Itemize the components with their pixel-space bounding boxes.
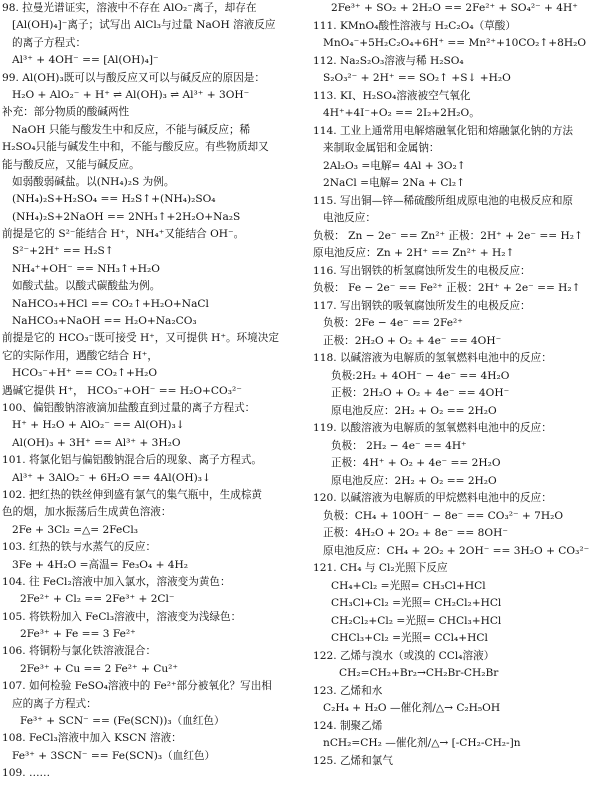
text-line: 111. KMnO₄酸性溶液与 H₂C₂O₄（草酸） (313, 19, 516, 32)
text-line: 2Fe³⁺ + Cu == 2 Fe²⁺ + Cu²⁺ (20, 662, 179, 675)
text-line: 4H⁺+4I⁻+O₂ == 2I₂+2H₂O。 (323, 107, 480, 119)
text-line: 负极： 2H₂ − 4e⁻ == 4H⁺ (331, 439, 467, 452)
text-line: 正极：4H₂O + 2O₂ + 8e⁻ == 8OH⁻ (323, 527, 508, 539)
text-line: 2Fe³⁺ + Fe == 3 Fe²⁺ (20, 628, 136, 641)
text-line: 125. 乙烯和氯气 (313, 754, 393, 767)
text-line: 118. 以碱溶液为电解质的氢氧燃料电池中的反应： (313, 352, 552, 364)
text-line: 105. 将铁粉加入 FeCl₃溶液中，溶液变为浅绿色： (2, 610, 242, 623)
text-line: 负极：2Fe − 4e⁻ == 2Fe²⁺ (323, 317, 463, 329)
text-line: 122. 乙烯与溴水（或溴的 CCl₄溶液） (313, 649, 495, 662)
text-line: H₂SO₄只能与碱发生中和，不能与酸反应。有些物质却又 (2, 141, 269, 154)
text-line: 正极：2H₂O + O₂ + 4e⁻ == 4OH⁻ (331, 387, 510, 399)
text-line: [Al(OH)₄]⁻离子；试写出 AlCl₃与过量 NaOH 溶液反应 (12, 19, 276, 32)
text-line: 98. 拉曼光谱证实，溶液中不存在 AlO₂⁻离子，却存在 (2, 2, 257, 14)
text-line: 能与酸反应，又能与碱反应。 (2, 158, 140, 171)
text-line: 正极：4H⁺ + O₂ + 4e⁻ == 2H₂O (331, 457, 501, 469)
text-line: 112. Na₂S₂O₃溶液与稀 H₂SO₄ (313, 54, 464, 67)
text-line: 123. 乙烯和水 (313, 684, 383, 697)
text-line: 如弱酸弱碱盐。以(NH₄)₂S 为例。 (12, 175, 175, 188)
text-line: 前提是它的 S²⁻能结合 H⁺，NH₄⁺又能结合 OH⁻。 (2, 228, 245, 241)
text-line: 120. 以碱溶液为电解质的甲烷燃料电池中的反应： (313, 492, 552, 504)
left-column (2, 0, 305, 783)
text-line: 99. Al(OH)₃既可以与酸反应又可以与碱反应的原因是： (2, 71, 265, 84)
text-line: NaHCO₃+NaOH == H₂O+Na₂CO₃ (12, 315, 197, 328)
text-line: 原电池反应：2H₂ + O₂ == 2H₂O (331, 404, 497, 417)
text-line: NaHCO₃+HCl == CO₂↑+H₂O+NaCl (12, 297, 209, 310)
text-line: Fe³⁺ + SCN⁻ == (Fe(SCN))₃（血红色） (20, 715, 225, 728)
text-line: 102. 把红热的铁丝伸到盛有氯气的集气瓶中，生成棕黄 (2, 488, 263, 501)
text-line: S²⁻+2H⁺ == H₂S↑ (12, 245, 114, 258)
text-line: (NH₄)₂S+2NaOH == 2NH₃↑+2H₂O+Na₂S (12, 210, 241, 223)
text-line: 应的离子方程式： (12, 697, 97, 710)
text-line: 103. 红热的铁与水蒸气的反应： (2, 541, 157, 554)
text-line: 原电池反应：CH₄ + 2O₂ + 2OH⁻ == 3H₂O + CO₃²⁻ (323, 544, 590, 557)
text-line: CHCl₃+Cl₂ =光照= CCl₄+HCl (331, 632, 488, 644)
text-line: 正极：2H₂O + O₂ + 4e⁻ == 4OH⁻ (323, 334, 502, 347)
text-line: 它的实际作用，遇酸它结合 H⁺， (2, 349, 158, 362)
text-line: Fe³⁺ + 3SCN⁻ == Fe(SCN)₃（血红色） (12, 749, 216, 762)
text-line: S₂O₃²⁻ + 2H⁺ == SO₂↑ +S↓ +H₂O (323, 72, 511, 84)
right-column (313, 0, 608, 770)
text-line: 如酸式盐。以酸式碳酸盐为例。 (12, 280, 161, 293)
text-line: 原电池反应：Zn + 2H⁺ == Zn²⁺ + H₂↑ (313, 247, 515, 259)
text-line: CH₃Cl+Cl₂ =光照= CH₂Cl₂+HCl (331, 597, 502, 609)
text-line: 电池反应： (323, 212, 376, 224)
text-line: 116. 写出钢铁的析氢腐蚀所发生的电极反应： (313, 264, 531, 277)
text-line: 109. …… (2, 767, 51, 780)
text-line: CH₄+Cl₂ =光照= CH₃Cl+HCl (331, 579, 486, 592)
text-line: C₂H₄ + H₂O —催化剂/△→ C₂H₅OH (323, 702, 501, 714)
text-line: 119. 以酸溶液为电解质的氢氧燃料电池中的反应： (313, 422, 552, 434)
text-line: 补充：部分物质的酸碱两性 (2, 106, 130, 119)
text-line: Al(OH)₃ + 3H⁺ == Al³⁺ + 3H₂O (12, 436, 181, 449)
text-line: Al³⁺ + 3AlO₂⁻ + 6H₂O == 4Al(OH)₃↓ (12, 471, 211, 484)
text-line: 色的烟，加水振荡后生成黄色溶液： (2, 506, 172, 519)
text-line: 的离子方程式： (12, 36, 87, 49)
text-line: 负极：CH₄ + 10OH⁻ − 8e⁻ == CO₃²⁻ + 7H₂O (323, 509, 564, 522)
text-line: 117. 写出钢铁的吸氧腐蚀所发生的电极反应： (313, 299, 531, 312)
text-line: (NH₄)₂S+H₂SO₄ == H₂S↑+(NH₄)₂SO₄ (12, 193, 216, 206)
text-line: 2NaCl =电解= 2Na + Cl₂↑ (323, 177, 466, 189)
text-line: MnO₄⁻+5H₂C₂O₄+6H⁺ == Mn²⁺+10CO₂↑+8H₂O (323, 37, 587, 49)
text-line: 负极： Fe − 2e⁻ == Fe²⁺ 正极：2H⁺ + 2e⁻ == H₂↑ (313, 282, 581, 294)
text-line: HCO₃⁻+H⁺ == CO₂↑+H₂O (12, 367, 158, 380)
text-line: H⁺ + H₂O + AlO₂⁻ == Al(OH)₃↓ (12, 419, 185, 432)
text-line: 前提是它的 HCO₃⁻既可接受 H⁺，又可提供 H⁺。环境决定 (2, 332, 279, 345)
text-line: CH₂=CH₂+Br₂→CH₂Br-CH₂Br (339, 667, 499, 679)
text-line: nCH₂=CH₂ —催化剂/△→ [-CH₂-CH₂-]n (323, 737, 521, 749)
text-line: 106. 将铜粉与氯化铁溶液混合： (2, 645, 157, 658)
text-line: 2Fe + 3Cl₂ =△= 2FeCl₃ (12, 523, 139, 536)
text-line: 100、偏铝酸钠溶液滴加盐酸直到过量的离子方程式： (2, 401, 256, 414)
text-line: 104. 往 FeCl₂溶液中加入氯水，溶液变为黄色： (2, 575, 231, 588)
text-line: CH₂Cl₂+Cl₂ =光照= CHCl₃+HCl (331, 614, 502, 627)
text-line: 113. KI、H₂SO₄溶液被空气氧化 (313, 89, 471, 102)
text-line: NaOH 只能与酸发生中和反应，不能与碱反应；稀 (12, 123, 251, 136)
text-line: 121. CH₄ 与 Cl₂光照下反应 (313, 562, 448, 574)
text-line: NH₄⁺+OH⁻ == NH₃↑+H₂O (12, 262, 160, 275)
text-line: 负极:2H₂ + 4OH⁻ − 4e⁻ == 4H₂O (331, 369, 510, 382)
text-line: 3Fe + 4H₂O =高温= Fe₃O₄ + 4H₂ (12, 558, 189, 571)
text-line: Al³⁺ + 4OH⁻ == [Al(OH)₄]⁻ (12, 54, 159, 67)
text-line: 107. 如何检验 FeSO₄溶液中的 Fe²⁺部分被氧化？写出相 (2, 680, 272, 693)
text-line: 108. FeCl₃溶液中加入 KSCN 溶液： (2, 732, 182, 745)
text-line: 来制取金属铝和金属钠： (323, 142, 440, 154)
text-line: 115. 写出铜—锌—稀硫酸所组成原电池的电极反应和原 (313, 194, 574, 207)
text-line: 负极： Zn − 2e⁻ == Zn²⁺ 正极：2H⁺ + 2e⁻ == H₂↑ (313, 229, 583, 242)
text-line: 2Al₂O₃ =电解= 4Al + 3O₂↑ (323, 159, 466, 172)
text-line: 101. 将氯化铝与偏铝酸钠混合后的现象、离子方程式。 (2, 454, 263, 467)
text-line: 124. 制聚乙烯 (313, 719, 383, 732)
text-line: 原电池反应：2H₂ + O₂ == 2H₂O (331, 474, 497, 487)
text-line: 2Fe³⁺ + SO₂ + 2H₂O == 2Fe²⁺ + SO₄²⁻ + 4H⁺ (331, 2, 578, 14)
text-line: 114. 工业上通常用电解熔融氧化铝和熔融氯化钠的方法 (313, 124, 574, 137)
text-line: 2Fe²⁺ + Cl₂ == 2Fe³⁺ + 2Cl⁻ (20, 593, 175, 606)
text-line: 遇碱它提供 H⁺， HCO₃⁻+OH⁻ == H₂O+CO₃²⁻ (2, 384, 242, 397)
text-line: H₂O + AlO₂⁻ + H⁺ ⇌ Al(OH)₃ ⇌ Al³⁺ + 3OH⁻ (12, 88, 250, 101)
